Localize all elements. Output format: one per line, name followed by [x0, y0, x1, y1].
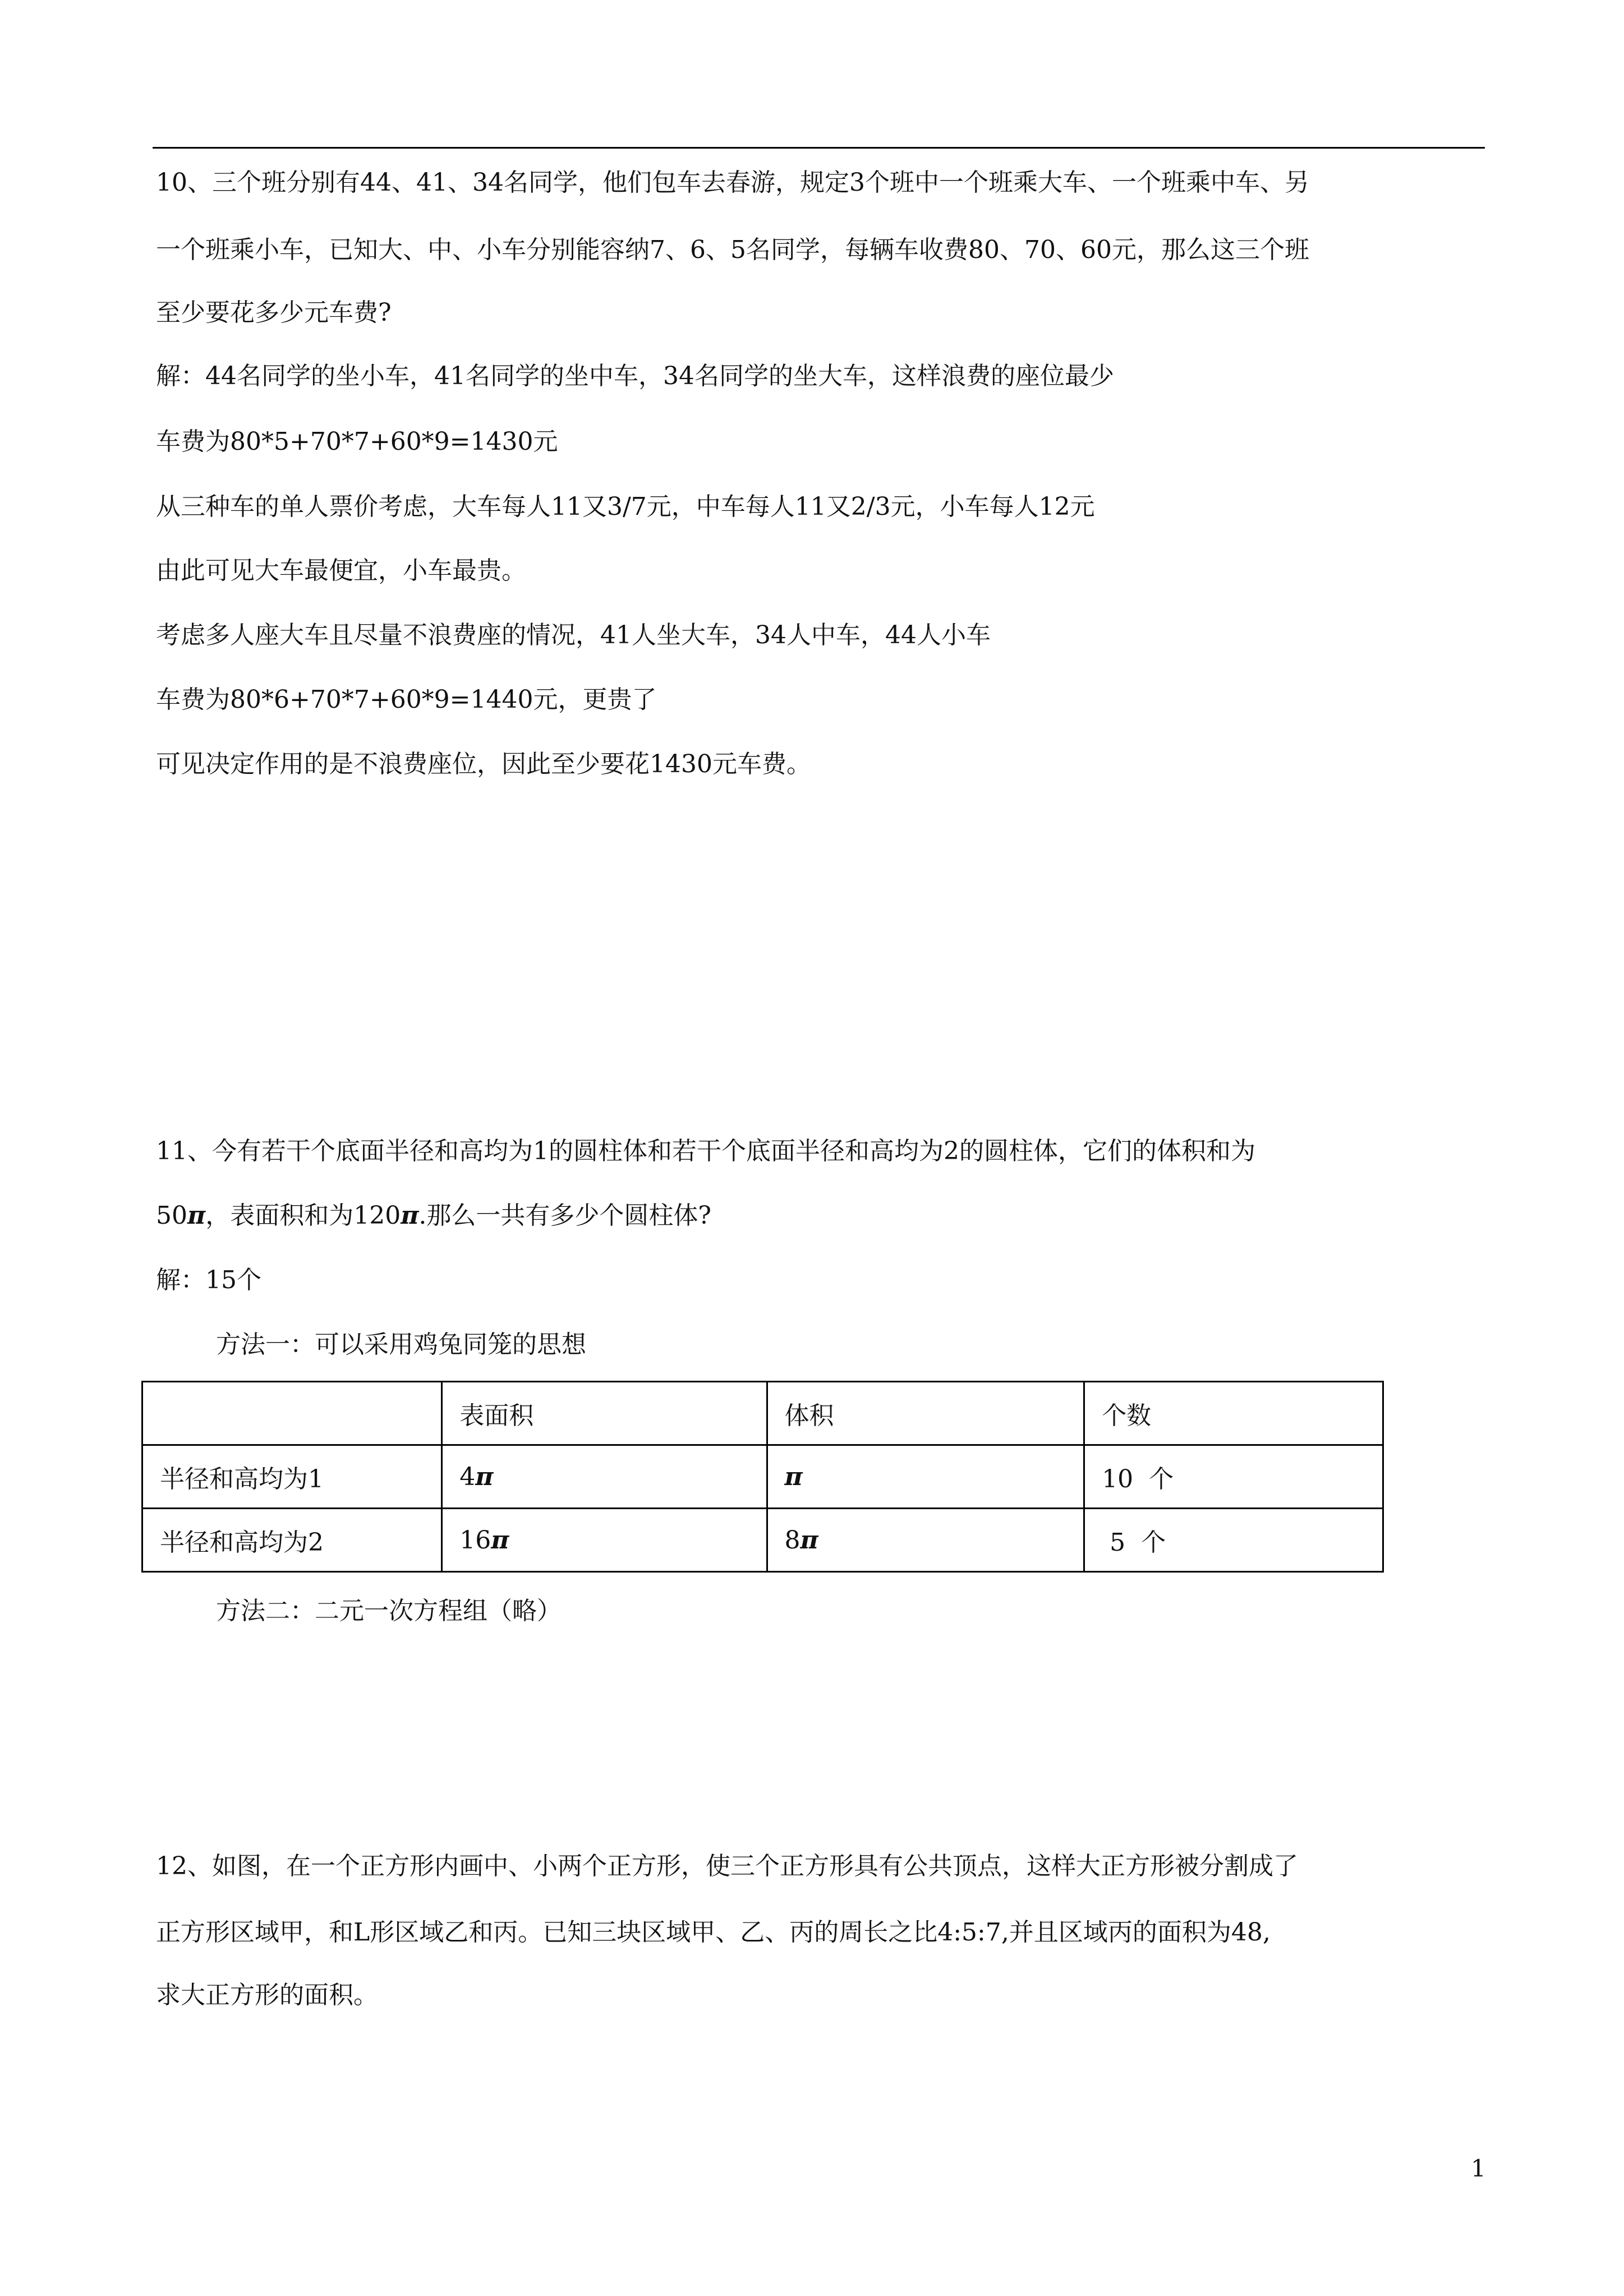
table-header-cell: 表面积 — [442, 1382, 767, 1445]
table-cell-area: 4π — [442, 1445, 767, 1509]
q10-line-3: 至少要花多少元车费? — [156, 298, 392, 327]
table-row — [142, 1509, 1383, 1572]
q12-line-1: 12、如图，在一个正方形内画中、小两个正方形，使三个正方形具有公共顶点，这样大正方形被分割成了 — [156, 1852, 1298, 1880]
q10-alternative: 考虑多人座大车且尽量不浪费座的情况，41人坐大车，34人中车，44人小车 — [156, 621, 991, 649]
pi-symbol: π — [401, 1201, 419, 1230]
page-number: 1 — [1471, 2155, 1486, 2182]
table-header-cell: 体积 — [767, 1382, 1084, 1445]
table-cell-label: 半径和高均为2 — [142, 1509, 442, 1572]
q10-conclusion-1: 由此可见大车最便宜，小车最贵。 — [156, 556, 526, 585]
table-header-cell — [142, 1382, 442, 1445]
q10-line-1: 10、三个班分别有44、41、34名同学，他们包车去春游，规定3个班中一个班乘大车、一个班乘中车、另 — [156, 168, 1309, 197]
q11-method-2: 方法二：二元一次方程组（略） — [216, 1597, 562, 1625]
header-rule — [153, 147, 1485, 149]
q10-fare-2: 车费为80*6+70*7+60*9=1440元，更贵了 — [156, 685, 657, 714]
table-cell-count: 5 个 — [1084, 1509, 1383, 1572]
q10-unit-price: 从三种车的单人票价考虑，大车每人11又3/7元，中车每人11又2/3元，小车每人12元 — [156, 492, 1095, 521]
pi-symbol: π — [475, 1462, 494, 1491]
table-cell-area: 16π — [442, 1509, 767, 1572]
table-cell-label: 半径和高均为1 — [142, 1445, 442, 1509]
table-row — [142, 1445, 1383, 1509]
table-header-row — [142, 1382, 1383, 1445]
chicken-rabbit-table — [141, 1381, 1384, 1573]
table-header-cell: 个数 — [1084, 1382, 1383, 1445]
q11-answer: 解：15个 — [156, 1266, 261, 1294]
q11-line-2: 50π，表面积和为120π.那么一共有多少个圆柱体? — [156, 1201, 711, 1230]
q10-final: 可见决定作用的是不浪费座位，因此至少要花1430元车费。 — [156, 750, 811, 778]
table-cell-volume: 8π — [767, 1509, 1084, 1572]
q10-fare-1: 车费为80*5+70*7+60*9=1430元 — [156, 427, 558, 456]
q10-solution-line: 解：44名同学的坐小车，41名同学的坐中车，34名同学的坐大车，这样浪费的座位最少 — [156, 362, 1114, 390]
pi-symbol: π — [491, 1525, 509, 1555]
q12-line-2: 正方形区域甲，和L形区域乙和丙。已知三块区域甲、乙、丙的周长之比4:5:7,并且区域丙的面积为48, — [156, 1918, 1271, 1947]
pi-symbol: π — [800, 1525, 818, 1555]
q11-line-1: 11、今有若干个底面半径和高均为1的圆柱体和若干个底面半径和高均为2的圆柱体，它们的体积和为 — [156, 1137, 1255, 1165]
q11-method-1: 方法一：可以采用鸡兔同笼的思想 — [216, 1330, 586, 1359]
table-cell-volume — [767, 1445, 1084, 1509]
q10-line-2: 一个班乘小车，已知大、中、小车分别能容纳7、6、5名同学，每辆车收费80、70、60元，那么这三个班 — [156, 236, 1309, 264]
q12-line-3: 求大正方形的面积。 — [156, 1981, 378, 2009]
pi-symbol: π — [784, 1462, 803, 1491]
pi-symbol: π — [187, 1201, 206, 1230]
table-cell-count: 10 个 — [1084, 1445, 1383, 1509]
